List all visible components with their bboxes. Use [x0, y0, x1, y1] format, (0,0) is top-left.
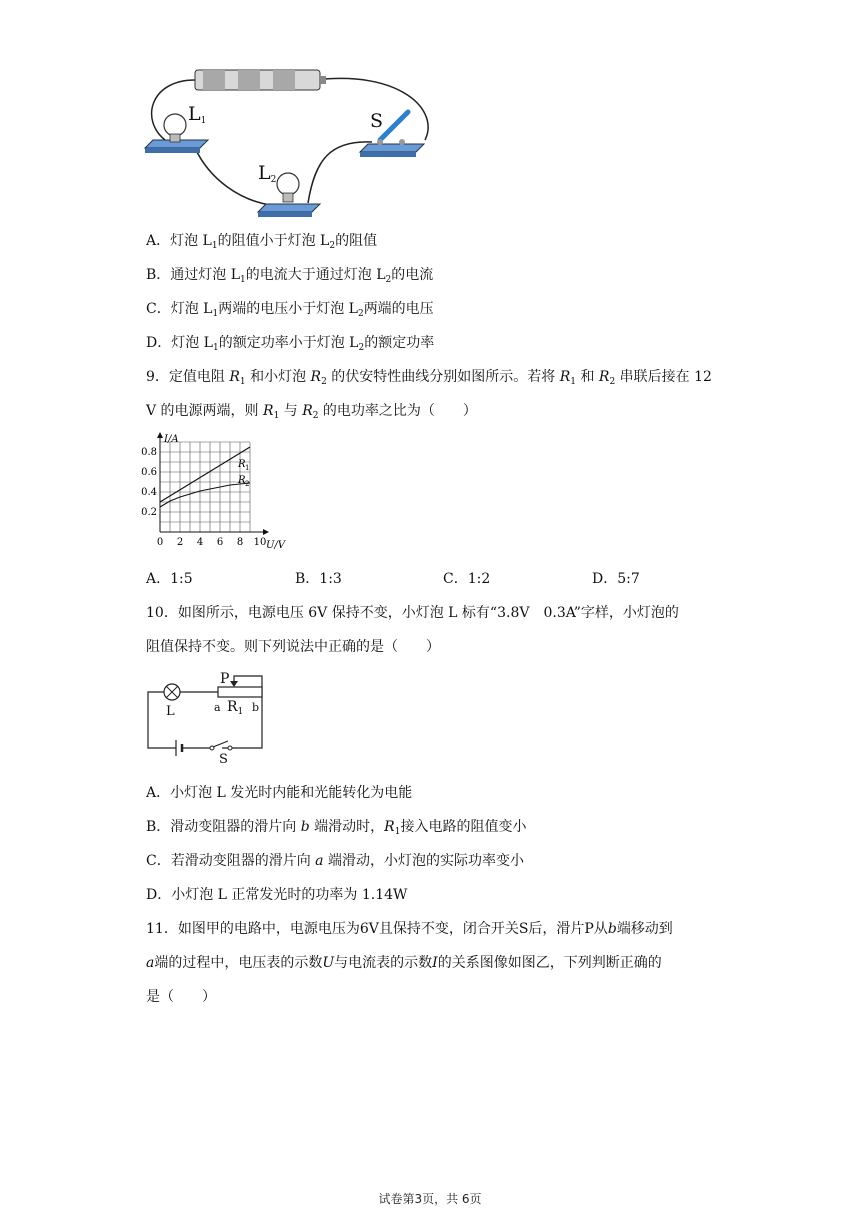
q8-d-s2: 2 [358, 343, 365, 353]
q10-b-2: 端滑动时， [309, 819, 385, 835]
series-label-r2-sub: 2 [245, 480, 250, 488]
q11-stem-line2 [146, 953, 662, 973]
q11-l1a: 11．如图甲的电路中，电源电压为6V且保持不变，闭合开关S后，滑片P从 [146, 921, 608, 937]
q8-label-l2-text: L [258, 162, 271, 184]
y-axis-arrow [157, 432, 163, 438]
q9-p2: 和小灯泡 [245, 369, 311, 385]
q9-option-a: A．1:5 [146, 571, 193, 587]
q8-c-s1: 1 [212, 309, 219, 319]
q10-b-sub: 1 [394, 827, 401, 837]
q8-label-s: S [370, 110, 384, 132]
q9-l2-r1: R [263, 403, 274, 419]
q11-stem-line3: 是（ ） [146, 989, 216, 1005]
q10-stem-line1: 10．如图所示，电源电压 6V 保持不变，小灯泡 L 标有“3.8V 0.3A”字样，小灯泡的 [146, 605, 679, 621]
q10-b-r: R [384, 819, 395, 835]
q9-l2a: V 的电源两端，则 [146, 403, 264, 419]
x-tick-label: 6 [216, 537, 224, 548]
q8-label-l1 [188, 103, 206, 125]
q10-c-2: 端滑动，小灯泡的实际功率变小 [323, 853, 524, 869]
q10-label-l: L [166, 704, 175, 719]
q10-b-3: 接入电路的阻值变小 [400, 819, 527, 835]
q10-option-c [146, 851, 524, 871]
q8-option-d [146, 333, 434, 353]
q8-d-b: 的额定功率小于灯泡 L [218, 335, 359, 351]
q8-label-l1-sub: 1 [200, 116, 207, 126]
series-line-r2 [160, 483, 250, 507]
q8-b-c: 的电流 [391, 267, 434, 283]
q9-option-d: D．5:7 [592, 571, 640, 587]
q10-label-b: b [252, 701, 260, 714]
q9-option-c: C．1:2 [443, 571, 491, 587]
q8-c-b: 两端的电压小于灯泡 L [218, 301, 358, 317]
q9-p3: 的伏安特性曲线分别如图所示。若将 [326, 369, 560, 385]
q9-stem-line2 [146, 401, 477, 421]
series-label-r1-sub: 1 [245, 464, 250, 472]
q8-c-a: C．灯泡 L [146, 301, 213, 317]
q8-label-l2 [258, 162, 276, 184]
q9-p1: 9．定值电阻 [146, 369, 230, 385]
q9-r1-sub: 1 [239, 377, 246, 387]
q9-r1b-sub: 1 [570, 377, 577, 387]
q11-l1b: b [607, 921, 617, 937]
q10-c-a: a [315, 853, 324, 869]
x-tick-label: 4 [196, 537, 204, 548]
x-axis-label: U/V [266, 540, 286, 551]
q8-d-a: D．灯泡 L [146, 335, 213, 351]
q10-label-a: a [214, 701, 221, 714]
y-axis-label: I/A [164, 434, 179, 445]
q11-l2c: 与电流表的示数 [334, 955, 433, 971]
q9-r2-sub: 2 [321, 377, 327, 387]
q9-iv-chart [140, 432, 290, 554]
y-tick-label: 0.2 [141, 507, 157, 518]
q10-label-s: S [219, 752, 228, 767]
q10-label-r: R [227, 699, 238, 715]
x-tick-label: 10 [253, 537, 267, 548]
q8-a-s1: 1 [211, 241, 218, 251]
y-tick-label: 0.4 [141, 487, 157, 498]
q8-d-c: 的额定功率 [364, 335, 435, 351]
q11-stem-line1 [146, 919, 673, 939]
q11-l2b: 端的过程中，电压表的示数 [154, 955, 323, 971]
series-line-r1 [160, 447, 250, 502]
q8-b-s1: 1 [240, 275, 246, 285]
q10-label-r-sub: 1 [237, 707, 244, 717]
q8-c-c: 两端的电压 [363, 301, 434, 317]
series-label-r1: R [238, 459, 246, 470]
q8-label-l1-text: L [188, 103, 201, 125]
q8-label-l2-sub: 2 [270, 175, 277, 185]
q8-b-a: B．通过灯泡 L [146, 267, 241, 283]
q9-p5: 串联后接在 12 [615, 369, 712, 385]
q9-l2-r2: R [302, 403, 313, 419]
q8-circuit-figure [140, 60, 440, 220]
q8-a-b: 的阻值小于灯泡 L [217, 233, 330, 249]
q9-l2-r2-sub: 2 [312, 411, 319, 421]
q8-a-s2: 2 [329, 241, 336, 251]
x-tick-label: 0 [156, 537, 164, 548]
q9-r2b-sub: 2 [609, 377, 616, 387]
q9-stem-line1 [146, 367, 712, 387]
q10-option-d: D．小灯泡 L 正常发光时的功率为 1.14W [146, 887, 408, 903]
q9-l2c: 的电功率之比为（ ） [318, 403, 477, 419]
q8-a-c: 的阻值 [335, 233, 378, 249]
q9-option-b: B．1:3 [295, 571, 342, 587]
q10-b-1: B．滑动变阻器的滑片向 [146, 819, 301, 835]
y-tick-label: 0.8 [141, 447, 157, 458]
q10-circuit-diagram [140, 670, 270, 765]
q9-r2b: R [598, 369, 610, 385]
q9-r2: R [310, 369, 322, 385]
x-tick-label: 8 [236, 537, 244, 548]
q8-b-b: 的电流大于通过灯泡 L [245, 267, 386, 283]
q11-l2u: U [322, 955, 335, 971]
q8-b-s2: 2 [385, 275, 392, 285]
q10-label-r1 [227, 699, 243, 715]
page-footer: 试卷第3页，共 6页 [378, 1192, 482, 1206]
q10-label-p: P [220, 671, 230, 687]
q10-stem-line2: 阻值保持不变。则下列说法中正确的是（ ） [146, 639, 440, 655]
q9-p4: 和 [576, 369, 599, 385]
q11-l2d: 的关系图像如图乙，下列判断正确的 [437, 955, 662, 971]
q10-option-b [146, 817, 526, 837]
q9-r1b: R [559, 369, 571, 385]
q8-option-b [146, 265, 433, 285]
x-tick-label: 2 [176, 537, 184, 548]
q10-option-a: A．小灯泡 L 发光时内能和光能转化为电能 [146, 785, 413, 801]
q8-option-a [146, 231, 377, 251]
q11-l2i: I [432, 955, 438, 971]
q9-l2b: 与 [279, 403, 303, 419]
y-tick-label: 0.6 [141, 467, 157, 478]
q9-l2-r1-sub: 1 [273, 411, 280, 421]
q10-c-1: C．若滑动变阻器的滑片向 [146, 853, 316, 869]
q11-l2a: a [146, 955, 155, 971]
q8-option-c [146, 299, 434, 319]
q10-b-b: b [300, 819, 310, 835]
series-label-r2: R [238, 475, 246, 486]
q11-l1c: 端移动到 [616, 921, 673, 937]
x-axis-arrow [263, 529, 269, 535]
q8-c-s2: 2 [357, 309, 364, 319]
q9-r1: R [229, 369, 240, 385]
q8-d-s1: 1 [212, 343, 219, 353]
q8-a-a: A．灯泡 L [146, 233, 212, 249]
